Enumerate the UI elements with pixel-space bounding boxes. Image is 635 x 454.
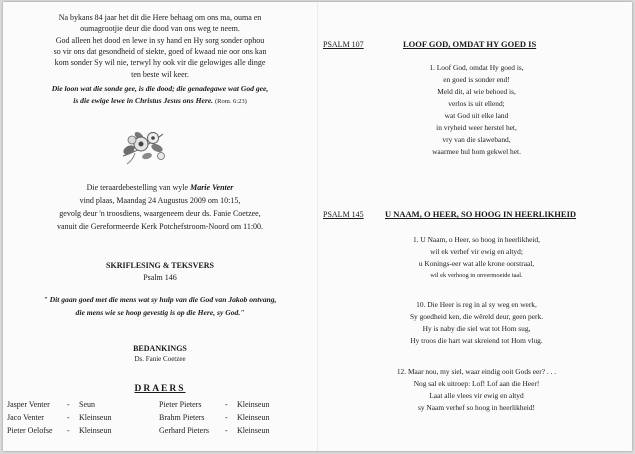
teksvers-line-2: die mens wie se hoop gevestig is op die Here, sy God." [75, 308, 245, 317]
psalm-107-title: LOOF GOD, OMDAT HY GOED IS [403, 39, 537, 49]
bearer-dash: - [67, 413, 70, 422]
psalm-line: Hy troos die hart wat skreiend tot Hom vlug. [410, 336, 543, 345]
bearer-relation: Kleinseun [79, 426, 112, 435]
bearer-dash: - [225, 426, 228, 435]
bearer-dash: - [67, 426, 70, 435]
bearer-dash: - [225, 400, 228, 409]
psalm-line: in vryheid weer herstel het, [436, 123, 517, 132]
psalm-line: 12. Maar nou, my siel, waar eindig ooit Gods eer? . . . [396, 367, 557, 376]
psalm-line: Sy goedheid ken, die wêreld deur, geen perk. [409, 312, 544, 321]
psalm-line: 10. Die Heer is reg in al sy weg en werk, [416, 300, 537, 309]
bearer-relation: Kleinseun [237, 400, 270, 409]
psalm-line: vry van die slaweband, [442, 135, 511, 144]
psalm-line: Laat alle vlees vir ewig en altyd [429, 391, 524, 400]
notice-line: kom sonder Sy wil nie, terwyl hy ook vir die gelowiges alle dinge [54, 58, 266, 67]
bearer-name: Pieter Oelofse [7, 426, 53, 435]
psalm-145-title: U NAAM, O HEER, SO HOOG IN HEERLIKHEID [385, 209, 577, 219]
psalm-145-label-text: PSALM 145 [323, 210, 364, 219]
psalm-line: Nog sal ek uitroep: Lof! Lof aan die Heer! [413, 379, 540, 388]
teksvers-line-1: " Dit gaan goed met die mens wat sy hulp van die God van Jakob ontvang, [43, 295, 277, 304]
bearer-relation: Kleinseun [237, 413, 270, 422]
notice-line: so vir ons dat gesondheid of siekte, goed of kwaad nie oor ons kan [53, 47, 267, 56]
flower-ornament-icon [117, 126, 169, 168]
bearer-name: Brahm Pieters [159, 413, 205, 422]
funeral-programme-sheet [3, 2, 632, 451]
psalm-107-label-text: PSALM 107 [323, 40, 364, 49]
reading-heading: SKRIFLESING & TEKSVERS [106, 261, 214, 270]
funeral-line-1 [3, 182, 317, 193]
bearer-dash: - [67, 400, 70, 409]
psalm-107-label [323, 40, 364, 49]
notice-line: Na bykans 84 jaar het dit die Here behaag om ons ma, ouma en [58, 13, 262, 22]
funeral-line-4: vanuit die Gereformeerde Kerk Potchefstroom-Noord om 11:00. [56, 222, 264, 231]
verse-line-2-text: is die ewige lewe in Christus Jesus ons Here. [73, 96, 214, 105]
bearer-relation: Kleinseun [237, 426, 270, 435]
reading-psalm: Psalm 146 [143, 273, 177, 282]
deceased-name: Marie Venter [190, 183, 234, 192]
notice-line: ten beste wil keer. [131, 70, 189, 79]
verse-line-1: Die loon wat die sonde gee, is die dood; die genadegawe wat God gee, [51, 84, 269, 93]
funeral-line-3: gevolg deur 'n troosdiens, waargeneem deur ds. Fanie Coetzee, [59, 209, 261, 218]
psalm-line: wil ek verhoog in onvermoeide taal. [430, 272, 523, 279]
bearers-heading: DRAERS [134, 384, 186, 394]
psalm-line: u Konings-eer wat alle krone oorstraal, [418, 259, 535, 268]
thanks-heading: BEDANKINGS [133, 344, 187, 353]
psalm-line: sy Naam verhef so hoog in heerlikheid! [418, 403, 535, 412]
notice-line: oumagrootjie deur die dood van ons weg te neem. [80, 24, 240, 33]
bearer-dash: - [225, 413, 228, 422]
psalm-line: 1. Loof God, omdat Hy goed is, [429, 63, 524, 72]
bearer-name: Jasper Venter [7, 400, 50, 409]
psalm-line: en goed is sonder end! [443, 75, 510, 84]
psalm-line: 1. U Naam, o Heer, so hoog in heerlikheid, [413, 235, 540, 244]
psalm-line: Hy is naby die siel wat tot Hom sug, [422, 324, 531, 333]
bearer-name: Jaco Venter [7, 413, 44, 422]
psalm-line: wil ek verhef vir ewig en altyd; [430, 247, 523, 256]
funeral-line-1-text: Die teraardebestelling van wyle [86, 183, 189, 192]
bearer-name: Pieter Pieters [159, 400, 202, 409]
psalm-line: verlos is uit ellend; [448, 99, 505, 108]
psalm-line: wat God uit elke land [444, 111, 509, 120]
verse-reference: (Rom. 6:23) [215, 98, 247, 105]
bearer-relation: Seun [79, 400, 95, 409]
bearer-name: Gerhard Pieters [159, 426, 209, 435]
psalm-145-label [323, 210, 364, 219]
notice-line: God alleen het dood en lewe in sy hand en Hy sorg sonder ophou [55, 36, 265, 45]
psalm-line: Meld dit, al wie behoed is, [437, 87, 516, 96]
verse-line-2 [3, 95, 317, 107]
funeral-line-2: vind plaas, Maandag 24 Augustus 2009 om 10:15, [79, 196, 241, 205]
page-fold [317, 2, 318, 451]
psalm-line: waarmee hul hom gekwel het. [432, 147, 521, 156]
thanks-name: Ds. Fanie Coetzee [134, 355, 186, 363]
bearer-relation: Kleinseun [79, 413, 112, 422]
